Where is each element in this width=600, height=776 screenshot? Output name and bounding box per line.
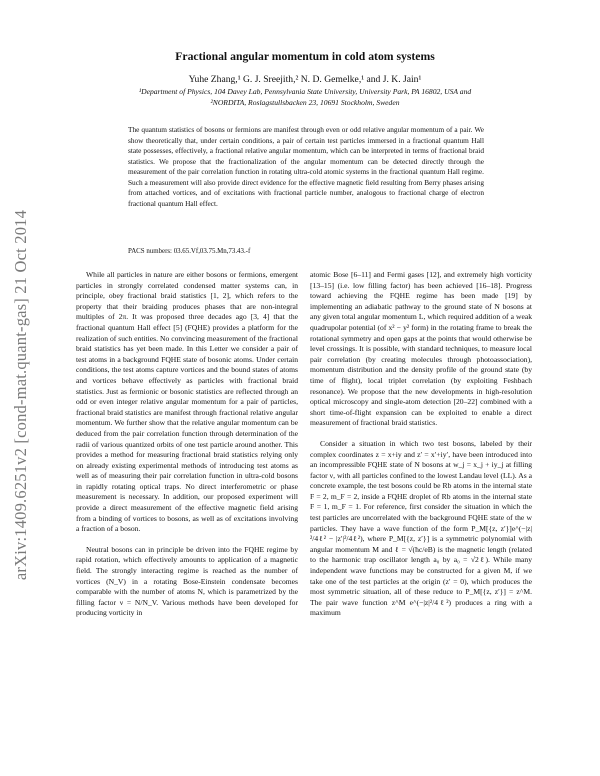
arxiv-identifier-text: arXiv:1409.6251v2 [cond-mat.quant-gas] 21 Oct 2014 <box>11 209 30 581</box>
body-paragraph: atomic Bose [6–11] and Fermi gases [12], and extremely high vorticity [13–15] (i.e. low filling factor) has been achieved [16–18]. Progress toward achieving the FQHE regime has been made [19] by implementing an adiabatic pathway to the ground state of N bosons at any given total angular momentum L, which required addition of a weak quadrupolar potential (of x² − y² form) in the rotating frame to break the rotational symmetry and open gaps at the points that would otherwise be level crossings. It is possible, with standard techniques, to measure local pair correlation (by creating molecules through photoassociation), momentum distribution and the density profile of the ground state (by time of flight), local triplet correlation (by exploiting Feshbach resonance). We propose that the new developments in high-resolution optical microscopy and single-atom detection [20–22] combined with a short time-of-flight expansion can be exploited to enable a direct measurement of fractional braid statistics. <box>310 270 532 428</box>
arxiv-identifier-stamp <box>12 130 30 660</box>
body-paragraph: Neutral bosons can in principle be driven into the FQHE regime by rapid rotation, which effectively amounts to application of a magnetic field. The strongly interacting regime is reached as the number of vortices (N_V) in a rotating Bose-Einstein condensate becomes comparable with the number of atoms N, which is parametrized by the filling factor ν = N/N_V. Various methods have been developed for producing vorticity in <box>76 544 298 618</box>
body-column-right <box>310 270 532 629</box>
author-list: Yuhe Zhang,¹ G. J. Sreejith,² N. D. Gemelke,¹ and J. K. Jain¹ <box>188 74 422 85</box>
abstract: The quantum statistics of bosons or fermions are manifest through even or odd relative angular momentum of a pair. We show theoretically that, under certain conditions, a pair of certain test particles immersed in a fractional quantum Hall state possesses, effectively, a fractional relative angular momentum, which can be interpreted in terms of fractional braid statistics. We propose that the fractionalization of the angular momentum can be detected directly through the measurement of the pair correlation function in rotating ultra-cold atomic systems in the fractional quantum Hall regime. Such a measurement will also provide direct evidence for the effective magnetic field resulting from Berry phases arising from attached vortices, and of excitations with fractional particle number, analogous to fractional charge of electron fractional quantum Hall effect. <box>128 125 484 208</box>
body-paragraph: While all particles in nature are either bosons or fermions, emergent particles in strongly correlated condensed matter systems can, in principle, obey fractional braid statistics [1, 2], which refers to the property that their braiding produces phases that are non-integral multiples of 2π. It was proposed three decades ago [3, 4] that the fractional quantum Hall effect [5] (FQHE) provides a platform for the realization of such entities. No convincing measurement of the fractional braid statistics has yet been made. In this Letter we consider a pair of test atoms in a background FQHE state of bosonic atoms. Under certain conditions, the test atoms capture vortices and the bound states of atoms and vortices behave effectively as particles with fractional braid statistics. Just as fermionic or bosonic statistics are reflected through an odd or even integer relative angular momentum for a pair of particles, fractional braid statistics are manifest through fractional relative angular momentum. We further show that the relative angular momentum can be deduced from the pair correlation function through determination of the radii of various quantized orbits of one test particle around another. This provides a method for measuring fractional braid statistics relying only on already existing experimental methods of introducing test atoms as well as of measuring their pair correlation function in ultra-cold bosons in rapidly rotating optical traps. No direct interferometric or phase measurement is necessary. In addition, our proposed experiment will provide a direct measurement of the effective magnetic field arising from a binding of vortices to bosons, as well as of excitations involving a fraction of a boson. <box>76 270 298 534</box>
body-paragraph: Consider a situation in which two test bosons, labeled by their complex coordinates z = x+iy and z′ = x′+iy′, have been introduced into an incompressible FQHE state of N bosons at w_j = x_j + iy_j at filling factor ν, with all particles confined to the lowest Landau level (LL). As a concrete example, the test bosons could be Rb atoms in the internal state F = 2, m_F = 2, inside a FQHE droplet of Rb atoms in the internal state F = 1, m_F = 1. For reference, first consider the situation in which the test particles are uncorrelated with the background FQHE state of the w particles. They have a wave function of the form P_M[{z, z′}]e^(−|z|²/4ℓ² − |z′|²/4ℓ²), where P_M[{z, z′}] is a symmetric polynomial with angular momentum M and ℓ = √(ħc/eB) is the magnetic length (related to the harmonic trap oscillator length a₀ by a₀ = √2ℓ). While many independent wave functions may be constructed for a given M, if we take one of the test particles at the origin (z′ = 0), which produces the most symmetric situation, all of these reduce to P_M[{z, z′}] = z^M. The pair wave function z^M e^(−|z|²/4ℓ²) produces a ring with a maximum <box>310 438 532 618</box>
pacs-numbers: PACS numbers: 03.65.Vf,03.75.Mn,73.43.-f <box>128 248 251 255</box>
paper-title: Fractional angular momentum in cold atom systems <box>175 50 435 63</box>
body-column-left <box>76 270 298 629</box>
affiliations <box>70 87 540 108</box>
affiliation-1: ¹Department of Physics, 104 Davey Lab, Pennsylvania State University, University Park, PA 16802, USA and <box>138 87 472 96</box>
affiliation-2: ²NORDITA, Roslagstullsbacken 23, 10691 Stockholm, Sweden <box>210 97 400 107</box>
